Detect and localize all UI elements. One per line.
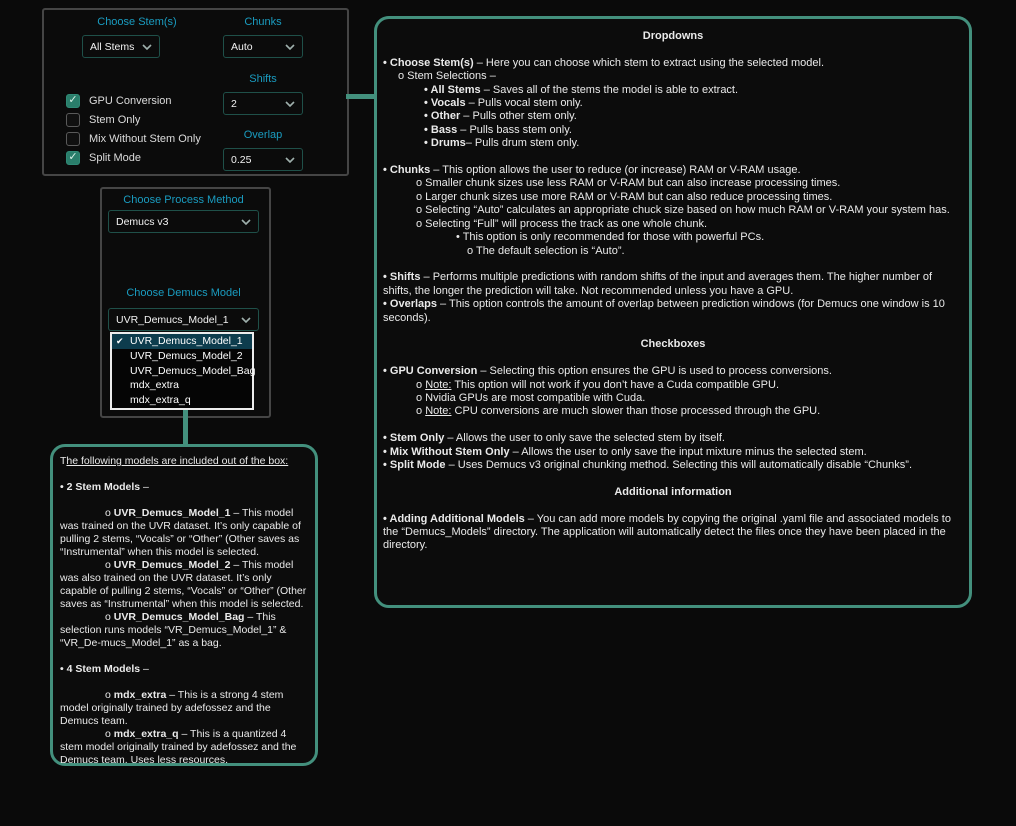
paragraph: o UVR_Demucs_Model_1 – This model was trained on the UVR dataset. It’s only capable of pulling 2 stems, “Vocals” or “Other” (Other saves as “Instrumental” when this model is selected. — [60, 507, 301, 558]
paragraph — [60, 650, 308, 663]
paragraph: • Overlaps – This option controls the amount of overlap between prediction windows (for Demucs one window is 10 seconds). — [383, 298, 945, 324]
checkbox-label: GPU Conversion — [89, 94, 172, 107]
chevron-down-icon — [241, 317, 251, 323]
choose-process-method-label: Choose Process Method — [123, 194, 244, 206]
checkbox-icon[interactable] — [66, 94, 80, 108]
paragraph: • Adding Additional Models – You can add more models by copying the original .yaml file and associated models to the “Demucs_Models” directory. The application will automatically detect the files once they have been placed in the directory. — [383, 512, 951, 552]
model-option-label: UVR_Demucs_Model_Bag — [130, 364, 256, 377]
gpu-conversion-checkbox[interactable] — [66, 92, 172, 109]
paragraph — [383, 151, 963, 164]
model-option-label: UVR_Demucs_Model_1 — [130, 335, 243, 347]
paragraph — [383, 419, 963, 432]
chevron-down-icon — [142, 44, 152, 50]
process-method-dropdown[interactable] — [108, 210, 259, 233]
chevron-down-icon — [285, 44, 295, 50]
stem-only-checkbox[interactable] — [66, 111, 140, 128]
paragraph: o Note: CPU conversions are much slower than those processed through the GPU. — [416, 405, 821, 418]
overlap-dropdown[interactable] — [223, 148, 303, 171]
choose-stems-dropdown[interactable] — [82, 35, 160, 58]
paragraph: • This option is only recommended for those with powerful PCs. — [456, 231, 765, 244]
checkbox-label: Stem Only — [89, 113, 141, 126]
paragraph: • Stem Only – Allows the user to only save the selected stem by itself. — [383, 432, 725, 445]
demucs-model-dropdown-value: UVR_Demucs_Model_1 — [116, 313, 229, 326]
section-heading: Additional information — [614, 485, 732, 498]
model-option-mdx-extra[interactable] — [112, 378, 252, 393]
model-option-mdx-extra-q[interactable] — [112, 393, 252, 408]
paragraph — [383, 258, 963, 271]
paragraph: o mdx_extra – This is a strong 4 stem model originally trained by adefossez and the Demucs team. — [60, 689, 284, 727]
models-note-text — [60, 455, 308, 767]
paragraph — [383, 352, 963, 365]
check-icon: ✔ — [116, 336, 124, 346]
paragraph: • Drums– Pulls drum stem only. — [424, 137, 580, 150]
model-option-uvr-demucs-model-1[interactable] — [112, 334, 252, 349]
chevron-down-icon — [285, 101, 295, 107]
info-box — [374, 16, 972, 608]
paragraph: o Note: This option will not work if you don’t have a Cuda compatible GPU. — [416, 378, 780, 391]
paragraph: • GPU Conversion – Selecting this option ensures the GPU is used to process conversions. — [383, 365, 832, 378]
checkbox-icon[interactable] — [66, 132, 80, 146]
paragraph: o Selecting “Auto” calculates an appropriate chuck size based on how much RAM or V-RAM your system has. — [416, 204, 950, 217]
shifts-label: Shifts — [249, 73, 277, 85]
paragraph: • Choose Stem(s) – Here you can choose which stem to extract using the selected model. — [383, 56, 825, 69]
paragraph: • Bass – Pulls bass stem only. — [424, 123, 572, 136]
paragraph — [60, 494, 308, 507]
checkbox-icon[interactable] — [66, 151, 80, 165]
checkbox-icon[interactable] — [66, 113, 80, 127]
paragraph: o UVR_Demucs_Model_2 – This model was also trained on the UVR dataset. It’s only capable of pulling 2 stems, “Vocals” or “Other” (Other saves as “Instrumental” when this model is selected. — [60, 559, 307, 610]
model-option-uvr-demucs-model-2[interactable] — [112, 349, 252, 364]
paragraph — [60, 468, 308, 481]
process-method-dropdown-value: Demucs v3 — [116, 215, 169, 228]
demucs-options-panel — [42, 8, 349, 176]
paragraph: • Chunks – This option allows the user to reduce (or increase) RAM or V-RAM usage. — [383, 164, 801, 177]
mix-without-stem-only-checkbox[interactable] — [66, 130, 201, 147]
paragraph: o Nvidia GPUs are most compatible with Cuda. — [416, 391, 646, 404]
paragraph: o The default selection is “Auto”. — [467, 244, 625, 257]
choose-stems-label: Choose Stem(s) — [97, 16, 177, 28]
paragraph: o mdx_extra_q – This is a quantized 4 stem model originally trained by adefossez and the Demucs team. Uses less resources. — [60, 728, 297, 766]
chevron-down-icon — [285, 157, 295, 163]
paragraph: • Split Mode – Uses Demucs v3 original chunking method. Selecting this will automatically disable “Chunks”. — [383, 459, 913, 471]
split-mode-checkbox[interactable] — [66, 149, 141, 166]
model-option-uvr-demucs-model-bag[interactable] — [112, 364, 256, 379]
models-note-box — [50, 444, 318, 766]
choose-stems-dropdown-value: All Stems — [90, 40, 135, 53]
paragraph: o Stem Selections – — [398, 70, 496, 83]
paragraph: • Shifts – Performs multiple predictions with random shifts of the input and averages them. The higher number of shifts, the longer the prediction will take. Not recommended unless you have a GPU. — [383, 271, 933, 297]
paragraph: • All Stems – Saves all of the stems the model is able to extract. — [424, 83, 739, 96]
chevron-down-icon — [241, 219, 251, 225]
connector-options-to-info-line — [346, 94, 375, 99]
model-option-label: UVR_Demucs_Model_2 — [130, 349, 243, 362]
paragraph: • Other – Pulls other stem only. — [424, 110, 577, 123]
paragraph: • Vocals – Pulls vocal stem only. — [424, 97, 583, 110]
info-box-text — [383, 30, 963, 553]
paragraph: • Mix Without Stem Only – Allows the user to only save the input mixture minus the selected stem. — [383, 445, 867, 458]
demucs-model-dropdown[interactable] — [108, 308, 259, 331]
connector-list-to-note-line — [183, 409, 188, 446]
paragraph — [383, 325, 963, 338]
section-heading: Dropdowns — [642, 30, 704, 42]
check-icon: ✓ — [68, 150, 78, 163]
paragraph — [383, 472, 963, 485]
check-icon: ✓ — [68, 93, 78, 106]
paragraph — [383, 43, 963, 56]
paragraph: • 2 Stem Models – — [60, 481, 149, 493]
paragraph: o Smaller chunk sizes use less RAM or V-RAM but can also increase processing times. — [416, 177, 841, 190]
paragraph: • 4 Stem Models – — [60, 663, 149, 675]
paragraph — [60, 676, 308, 689]
chunks-dropdown-value: Auto — [231, 40, 253, 53]
model-option-label: mdx_extra_q — [130, 394, 191, 407]
section-heading: Checkboxes — [640, 338, 706, 351]
overlap-label: Overlap — [243, 129, 283, 141]
chunks-label: Chunks — [244, 16, 282, 28]
paragraph: o UVR_Demucs_Model_Bag – This selection runs models “VR_Demucs_Model_1” & “VR_De-mucs_Model_1” as a bag. — [60, 611, 287, 649]
chunks-dropdown[interactable] — [223, 35, 303, 58]
model-option-label: mdx_extra — [130, 379, 180, 392]
paragraph — [383, 499, 963, 512]
paragraph: The following models are included out of the box: — [60, 455, 289, 467]
shifts-dropdown-value: 2 — [231, 97, 237, 110]
shifts-dropdown[interactable] — [223, 92, 303, 115]
demucs-model-listbox — [110, 332, 254, 410]
checkbox-label: Split Mode — [89, 151, 141, 164]
paragraph: o Larger chunk sizes use more RAM or V-RAM but can also reduce processing times. — [416, 190, 833, 203]
overlap-dropdown-value: 0.25 — [231, 153, 252, 166]
choose-demucs-model-label: Choose Demucs Model — [126, 287, 241, 299]
checkbox-label: Mix Without Stem Only — [89, 132, 201, 145]
paragraph: o Selecting “Full” will process the track as one whole chunk. — [416, 217, 708, 230]
